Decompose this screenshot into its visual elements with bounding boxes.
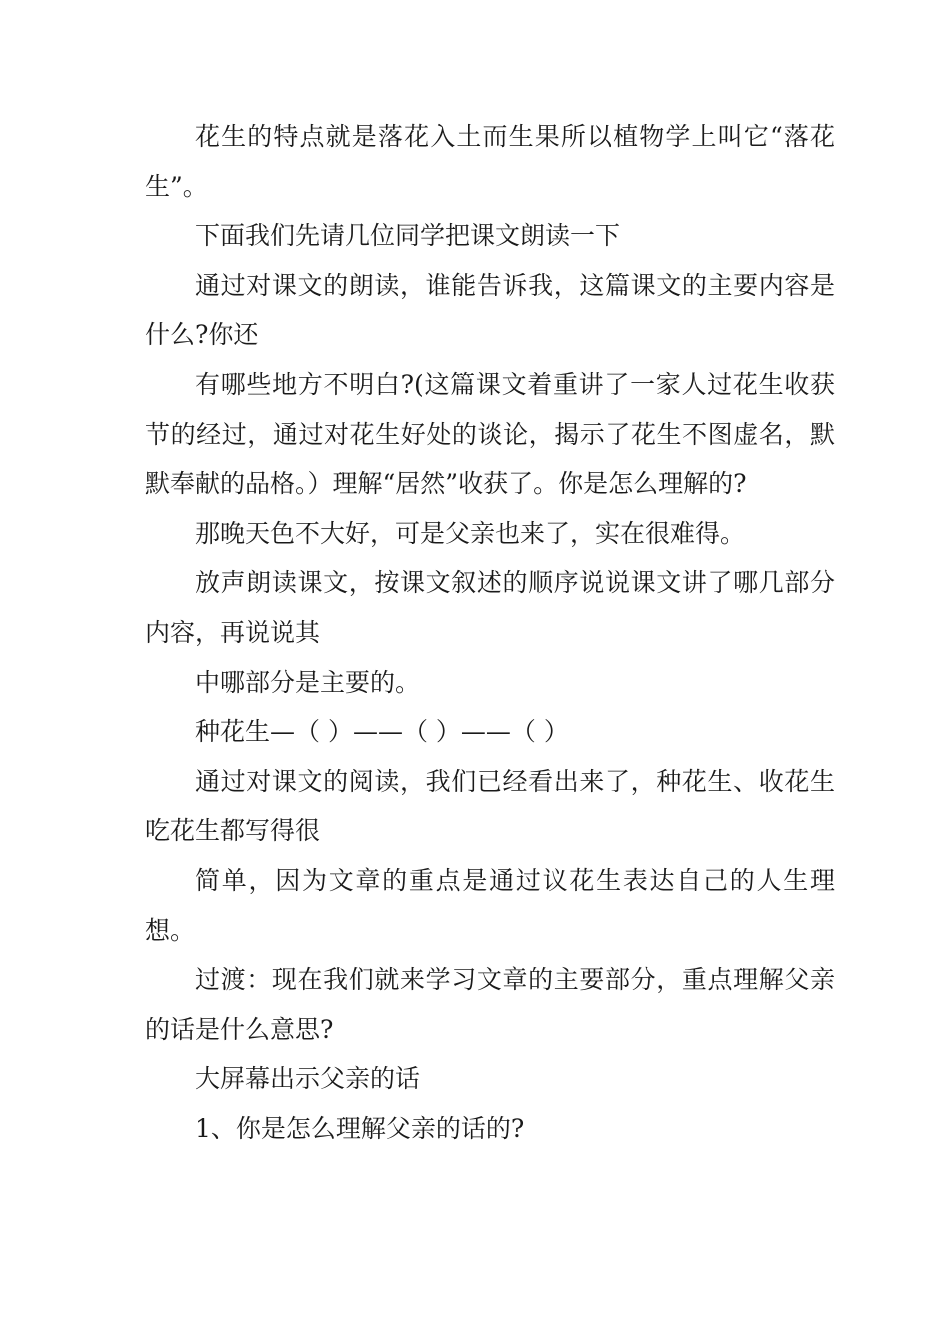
paragraph: 通过对课文的阅读，我们已经看出来了，种花生、收花生吃花生都写得很 xyxy=(145,766,835,846)
paragraph: 有哪些地方不明白?(这篇课文着重讲了一家人过花生收获节的经过，通过对花生好处的谈论，揭示了花生不图虚名，默默奉献的品格。）理解“居然”收获了。你是怎么理解的? xyxy=(145,369,835,499)
paragraph: 花生的特点就是落花入土而生果所以植物学上叫它“落花生”。 xyxy=(145,122,835,201)
paragraph: 那晚天色不大好，可是父亲也来了，实在很难得。 xyxy=(195,518,746,548)
paragraph: 种花生—（ ）——（ ）——（ ） xyxy=(195,717,569,747)
paragraph: 1、你是怎么理解父亲的话的? xyxy=(195,1113,525,1143)
paragraph: 大屏幕出示父亲的话 xyxy=(195,1064,421,1094)
paragraph: 通过对课文的朗读，谁能告诉我，这篇课文的主要内容是什么?你还 xyxy=(145,270,835,350)
paragraph: 下面我们先请几位同学把课文朗读一下 xyxy=(195,221,621,251)
paragraph: 放声朗读课文，按课文叙述的顺序说说课文讲了哪几部分内容，再说说其 xyxy=(145,568,835,647)
paragraph: 过渡：现在我们就来学习文章的主要部分，重点理解父亲的话是什么意思? xyxy=(145,965,835,1044)
paragraph: 中哪部分是主要的。 xyxy=(195,667,421,697)
document-body xyxy=(145,112,835,1153)
paragraph: 简单，因为文章的重点是通过议花生表达自己的人生理想。 xyxy=(145,865,835,945)
